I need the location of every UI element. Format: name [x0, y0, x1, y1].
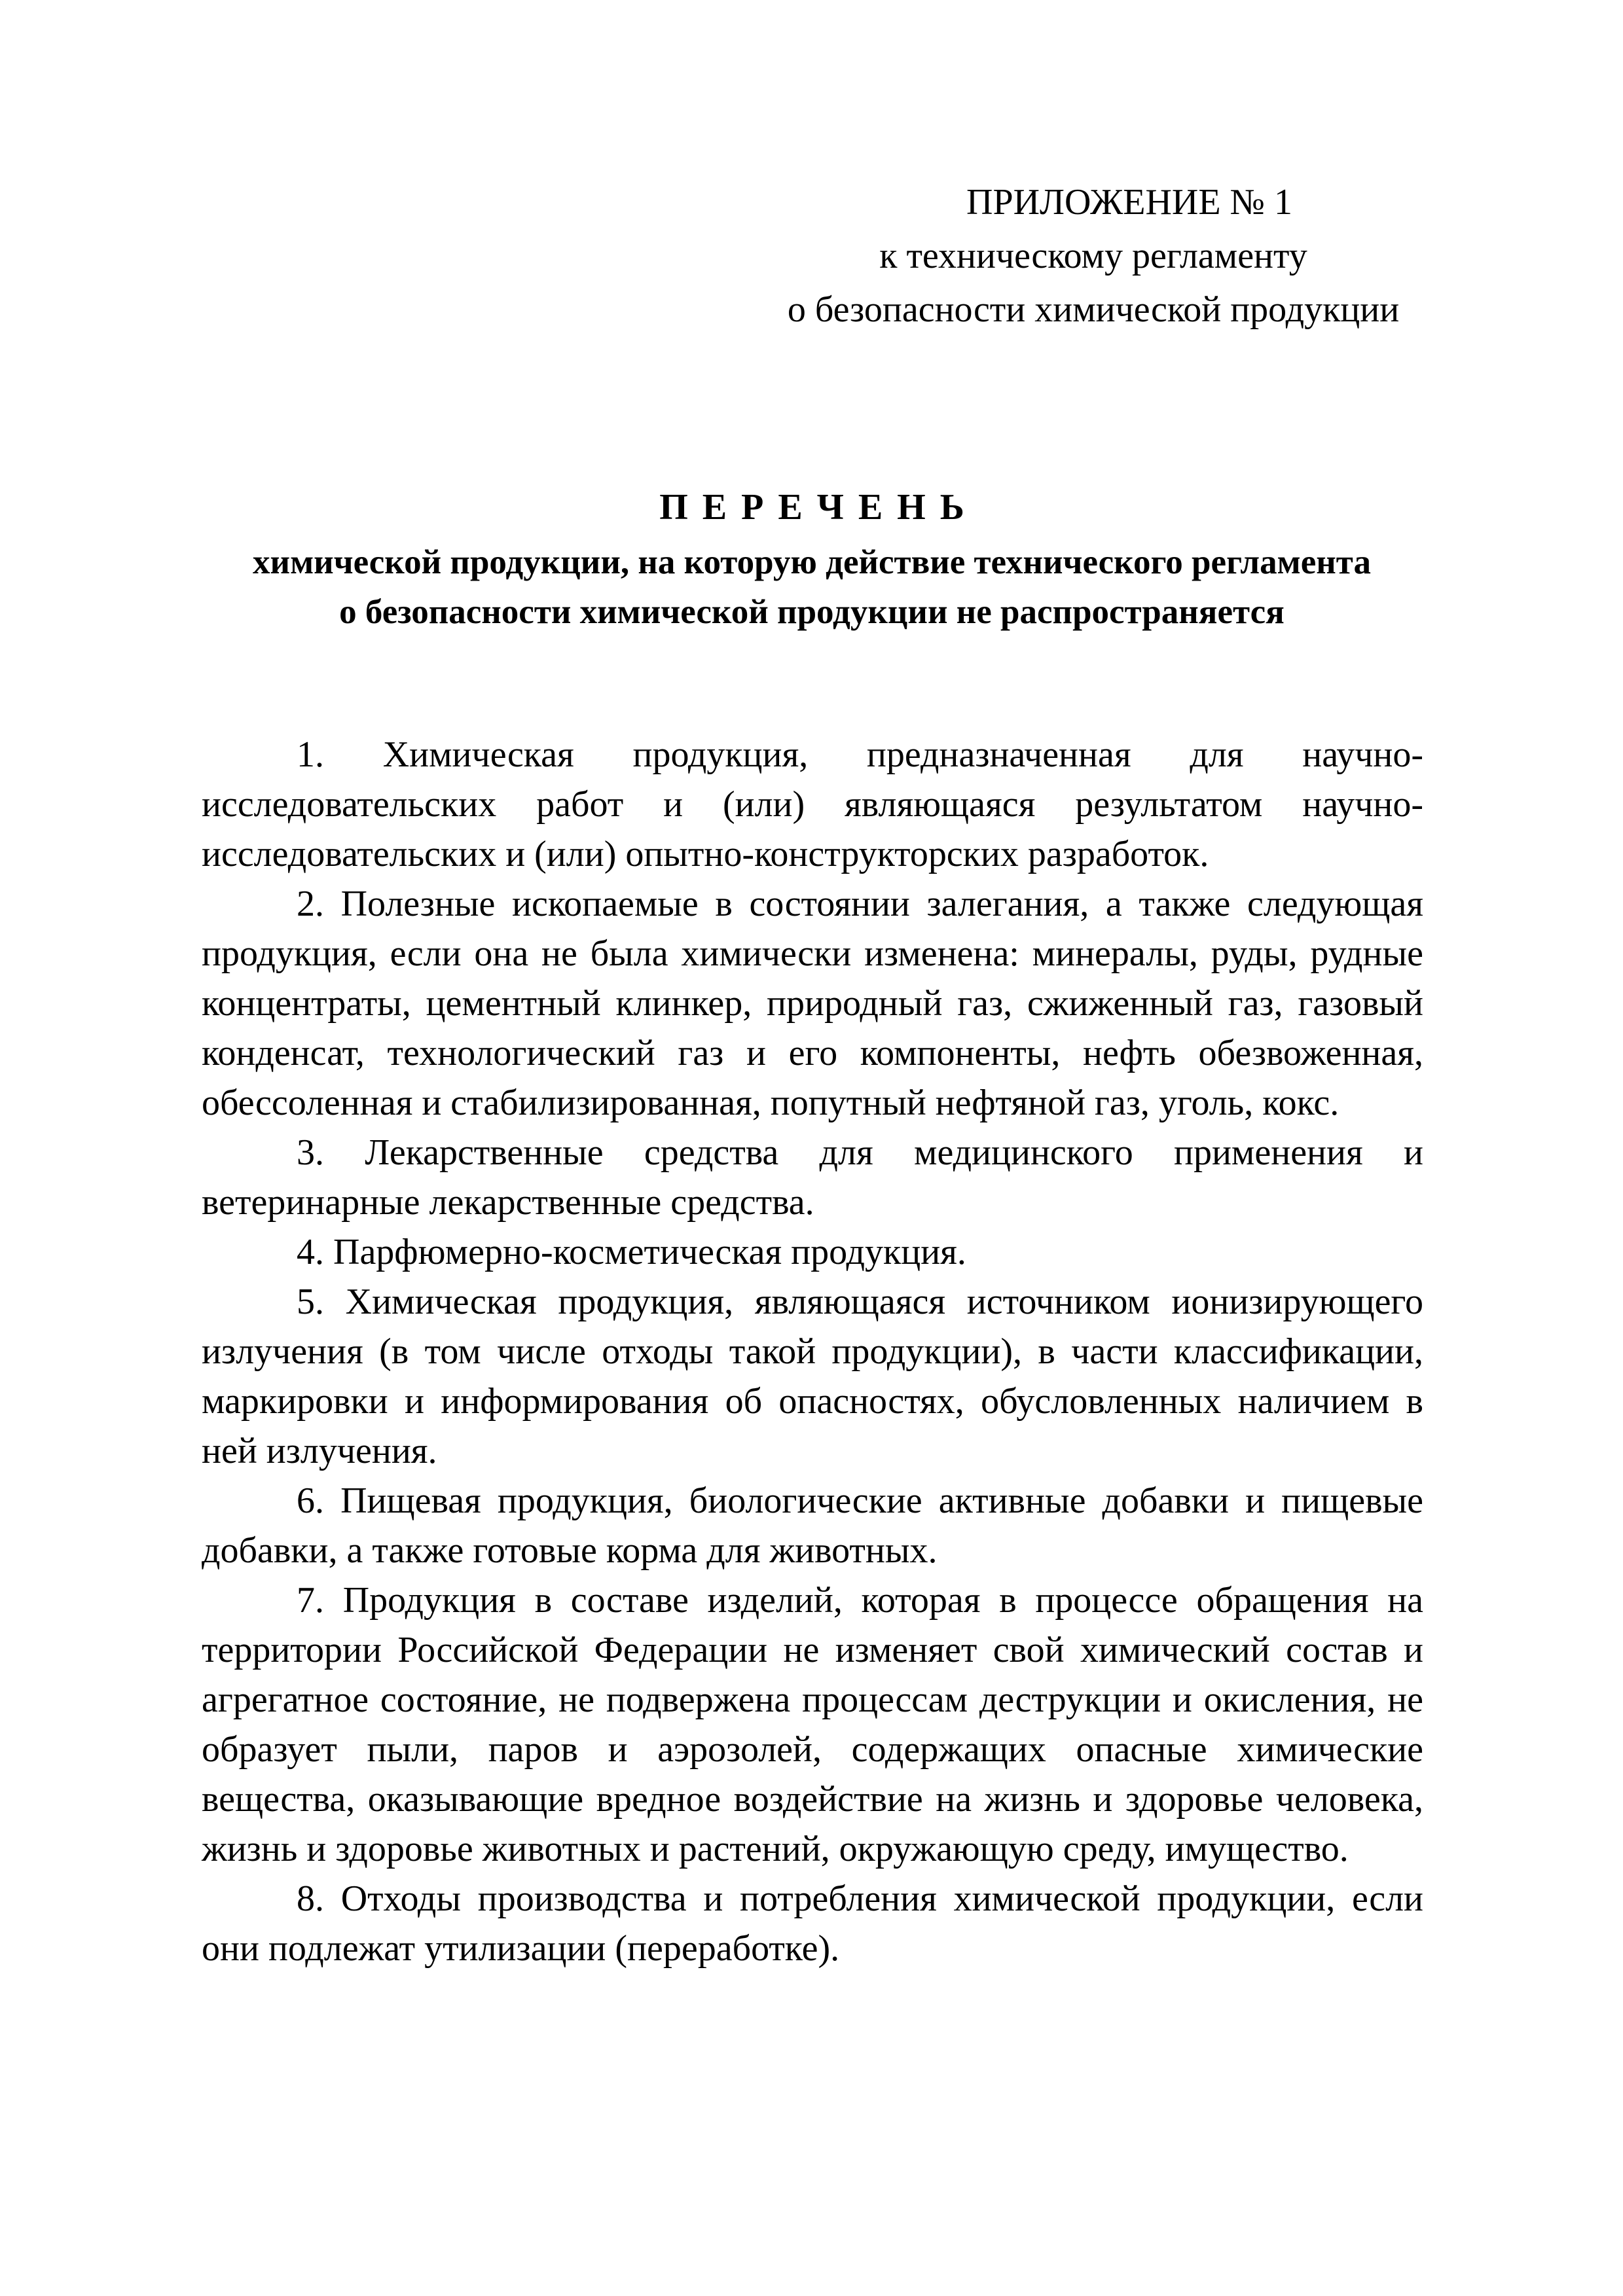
list-item-6: 6. Пищевая продукция, биологические активные добавки и пищевые добавки, а также готовые корма для животных.: [202, 1480, 1423, 1571]
document-subtitle-line-1: химической продукции, на которую действие технического регламента: [253, 543, 1371, 581]
list-item-3: 3. Лекарственные средства для медицинского применения и ветеринарные лекарственные средства.: [202, 1132, 1423, 1223]
annex-block: [759, 175, 1427, 336]
list-item-8: 8. Отходы производства и потребления химической продукции, если они подлежат утилизации (переработке).: [202, 1878, 1423, 1969]
list-item-2: 2. Полезные ископаемые в состоянии залегания, а также следующая продукция, если она не была химически изменена: минералы, руды, рудные концентраты, цементный клинкер, природный газ, сжиженный газ, газовый конденсат, технологический газ и его компоненты, нефть обезвоженная, обессоленная и стабилизированная, попутный нефтяной газ, уголь, кокс.: [202, 884, 1423, 1123]
list-item-4: 4. Парфюмерно-косметическая продукция.: [297, 1232, 966, 1272]
annex-title: ПРИЛОЖЕНИЕ № 1: [966, 182, 1292, 223]
list-item-5: 5. Химическая продукция, являющаяся источником ионизирующего излучения (в том числе отходы такой продукции), в части классификации, маркировки и информирования об опасностях, обусловленных наличием в ней излучения.: [202, 1282, 1423, 1471]
annex-line-1: к техническому регламенту: [879, 236, 1307, 276]
list-item-7: 7. Продукция в составе изделий, которая в процессе обращения на территории Российской Федерации не изменяет свой химический состав и агрегатное состояние, не подвержена процессам деструкции и окисления, не образует пыли, паров и аэрозолей, содержащих опасные химические вещества, оказывающие вредное воздействие на жизнь и здоровье человека, жизнь и здоровье животных и растений, окружающую среду, имущество.: [202, 1580, 1423, 1869]
document-title: ПЕРЕЧЕНЬ: [659, 487, 979, 528]
annex-line-2: о безопасности химической продукции: [787, 289, 1400, 330]
list-item-1: 1. Химическая продукция, предназначенная для научно-исследовательских работ и (или) являющаяся результатом научно-исследовательских и (или) опытно-конструкторских разработок.: [202, 734, 1423, 874]
document-heading: [196, 481, 1427, 637]
document-subtitle-line-2: о безопасности химической продукции не распространяется: [339, 593, 1285, 631]
exclusion-list: [202, 730, 1423, 1973]
